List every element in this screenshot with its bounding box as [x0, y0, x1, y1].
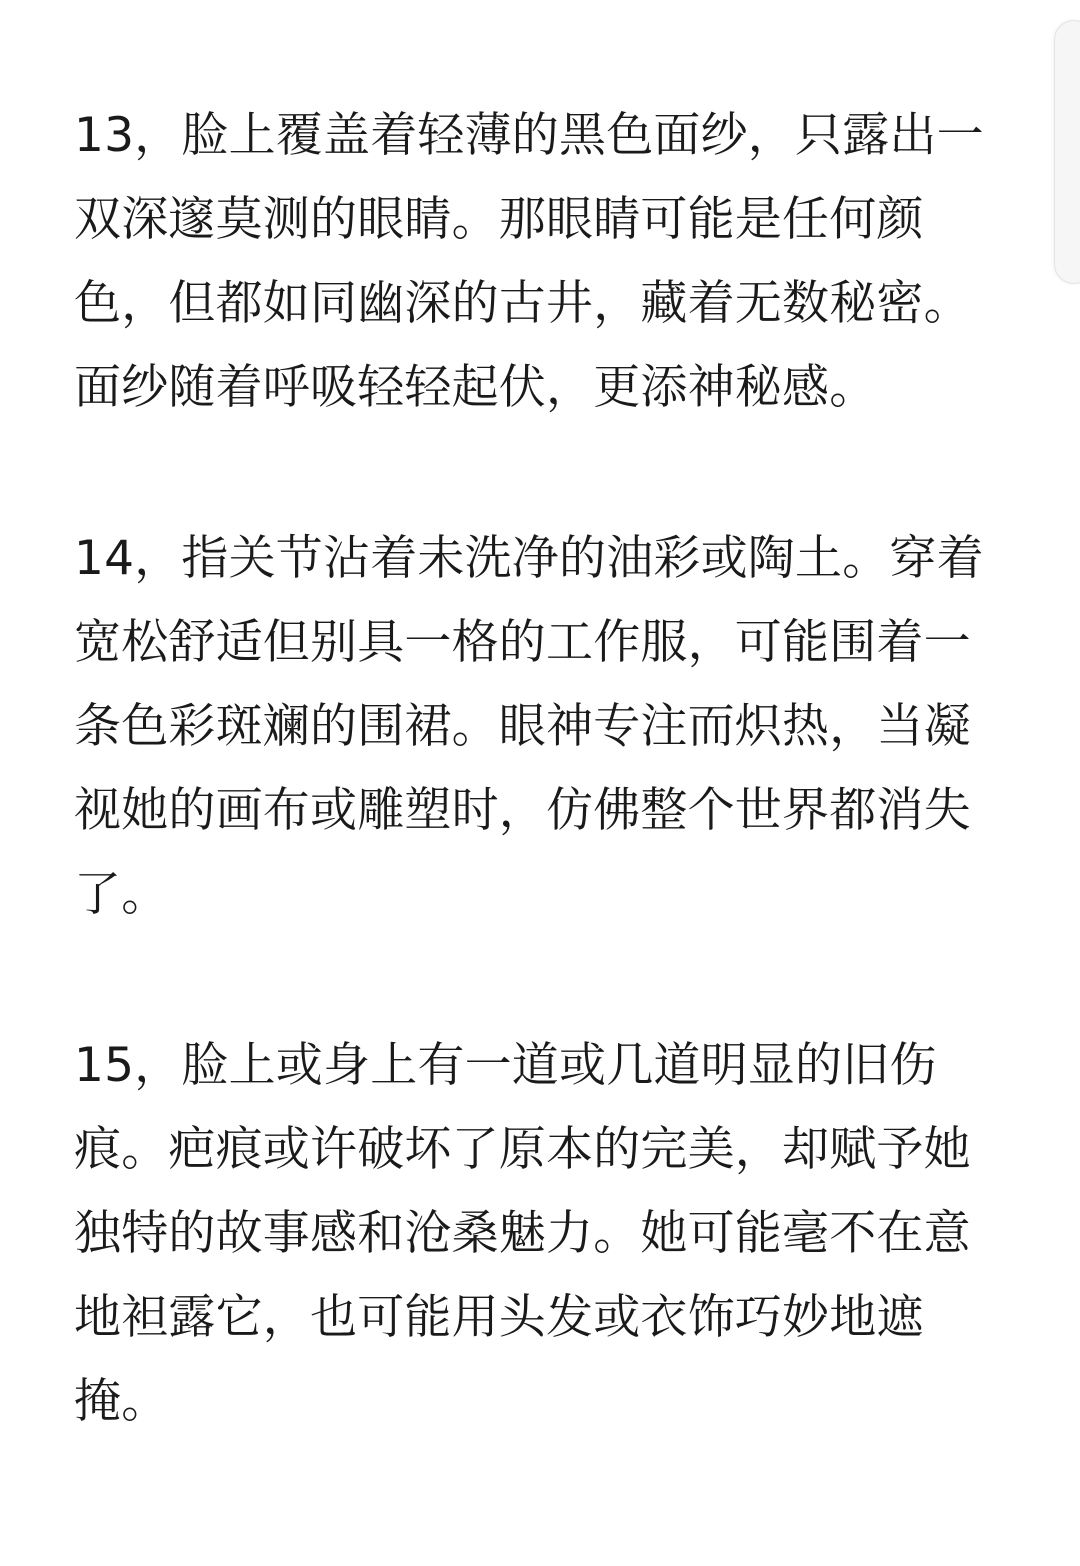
- paragraph-13: 13，脸上覆盖着轻薄的黑色面纱，只露出一双深邃莫测的眼睛。那眼睛可能是任何颜色，但都如同幽深的古井，藏着无数秘密。面纱随着呼吸轻轻起伏，更添神秘感。: [74, 108, 984, 415]
- paragraph-14: 14，指关节沾着未洗净的油彩或陶土。穿着宽松舒适但别具一格的工作服，可能围着一条色彩斑斓的围裙。眼神专注而炽热，当凝视她的画布或雕塑时，仿佛整个世界都消失了。: [74, 531, 984, 922]
- edge-scroll-handle[interactable]: [1054, 20, 1080, 284]
- article-body: [74, 94, 1004, 1444]
- paragraph-15: 15，脸上或身上有一道或几道明显的旧伤痕。疤痕或许破坏了原本的完美，却赋予她独特的故事感和沧桑魅力。她可能毫不在意地袒露它，也可能用头发或衣饰巧妙地遮掩。: [74, 1038, 971, 1429]
